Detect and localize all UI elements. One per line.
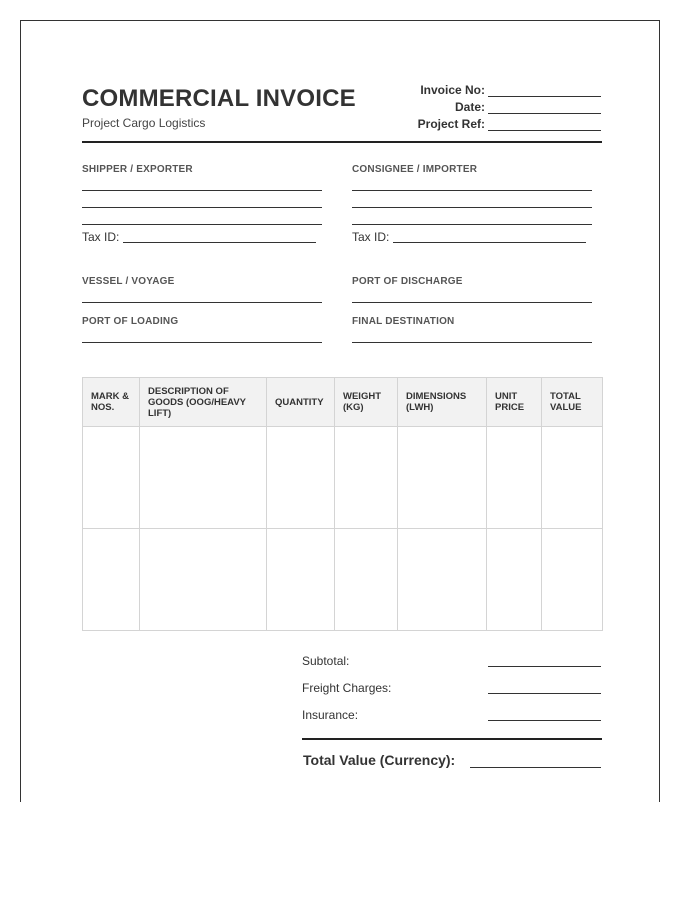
- invoice-no-field[interactable]: [488, 96, 601, 97]
- header-divider: [82, 141, 602, 143]
- subtotal-label: Subtotal:: [302, 654, 350, 668]
- vessel-voyage-label: VESSEL / VOYAGE: [82, 276, 175, 287]
- column-header: DIMENSIONS (LWH): [398, 378, 487, 427]
- consignee-line-3[interactable]: [352, 224, 592, 225]
- port-of-discharge-field[interactable]: [352, 302, 592, 303]
- column-header: UNIT PRICE: [487, 378, 542, 427]
- subtotal-field[interactable]: [488, 666, 601, 667]
- table-cell[interactable]: [83, 529, 140, 631]
- insurance-field[interactable]: [488, 720, 601, 721]
- goods-table: [82, 377, 603, 631]
- table-cell[interactable]: [267, 529, 335, 631]
- table-row: [83, 529, 603, 631]
- table-cell[interactable]: [140, 427, 267, 529]
- shipper-label: SHIPPER / EXPORTER: [82, 164, 193, 175]
- column-header: DESCRIPTION OF GOODS (OOG/HEAVY LIFT): [140, 378, 267, 427]
- table-cell[interactable]: [398, 529, 487, 631]
- port-of-loading-field[interactable]: [82, 342, 322, 343]
- shipper-line-3[interactable]: [82, 224, 322, 225]
- freight-charges-field[interactable]: [488, 693, 601, 694]
- freight-charges-label: Freight Charges:: [302, 681, 392, 695]
- table-row: [83, 427, 603, 529]
- table-cell[interactable]: [335, 529, 398, 631]
- column-header: QUANTITY: [267, 378, 335, 427]
- insurance-label: Insurance:: [302, 708, 359, 722]
- page-subtitle: Project Cargo Logistics: [82, 116, 206, 130]
- page-title: COMMERCIAL INVOICE: [82, 85, 356, 112]
- table-cell[interactable]: [487, 529, 542, 631]
- grand-total-field[interactable]: [470, 767, 601, 768]
- vessel-voyage-field[interactable]: [82, 302, 322, 303]
- consignee-line-2[interactable]: [352, 207, 592, 208]
- date-label: Date:: [454, 100, 485, 114]
- port-of-loading-label: PORT OF LOADING: [82, 316, 179, 327]
- consignee-tax-id-label: Tax ID:: [352, 230, 390, 244]
- project-ref-label: Project Ref:: [417, 117, 485, 131]
- table-cell[interactable]: [335, 427, 398, 529]
- shipper-line-1[interactable]: [82, 190, 322, 191]
- grand-total-label: Total Value (Currency):: [303, 752, 456, 768]
- invoice-page: [20, 20, 660, 802]
- table-cell[interactable]: [267, 427, 335, 529]
- totals-divider: [302, 738, 602, 740]
- table-header-row: [83, 378, 603, 427]
- port-of-discharge-label: PORT OF DISCHARGE: [352, 276, 463, 287]
- project-ref-field[interactable]: [488, 130, 601, 131]
- final-destination-field[interactable]: [352, 342, 592, 343]
- consignee-tax-id-field[interactable]: [393, 242, 586, 243]
- column-header: WEIGHT (KG): [335, 378, 398, 427]
- date-field[interactable]: [488, 113, 601, 114]
- table-cell[interactable]: [140, 529, 267, 631]
- table-cell[interactable]: [542, 529, 603, 631]
- column-header: MARK & NOS.: [83, 378, 140, 427]
- table-cell[interactable]: [398, 427, 487, 529]
- invoice-no-label: Invoice No:: [420, 83, 485, 97]
- consignee-label: CONSIGNEE / IMPORTER: [352, 164, 478, 175]
- shipper-line-2[interactable]: [82, 207, 322, 208]
- table-cell[interactable]: [542, 427, 603, 529]
- consignee-line-1[interactable]: [352, 190, 592, 191]
- shipper-tax-id-label: Tax ID:: [82, 230, 120, 244]
- column-header: TOTAL VALUE: [542, 378, 603, 427]
- table-cell[interactable]: [83, 427, 140, 529]
- shipper-tax-id-field[interactable]: [123, 242, 316, 243]
- table-cell[interactable]: [487, 427, 542, 529]
- final-destination-label: FINAL DESTINATION: [352, 316, 455, 327]
